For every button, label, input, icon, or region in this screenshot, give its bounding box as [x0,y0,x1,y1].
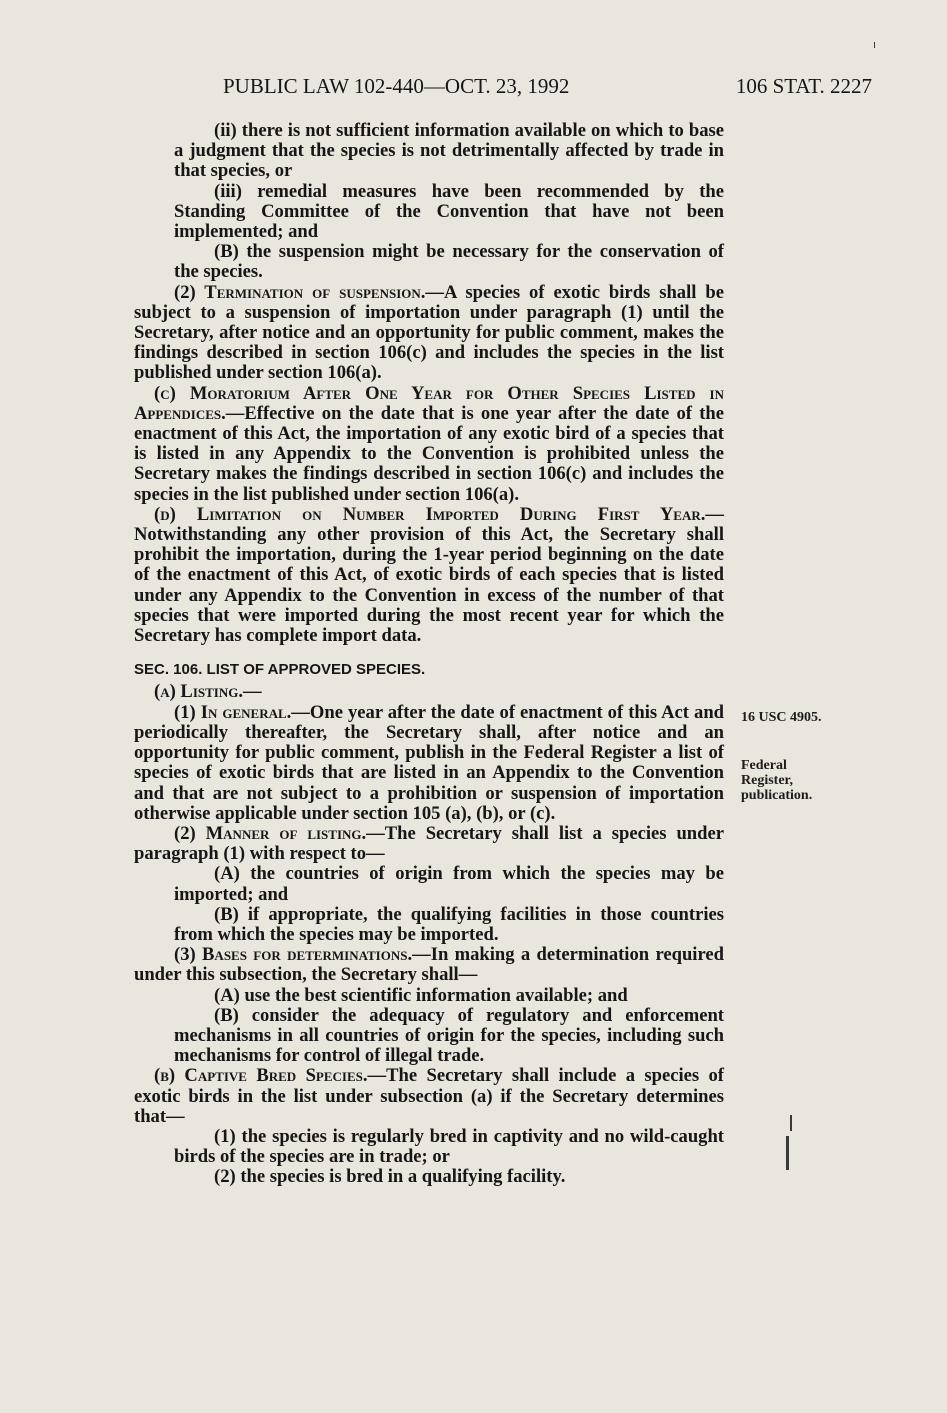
document-body [134,121,724,1188]
scan-mark [790,1115,792,1131]
paragraph-listing: (a) Listing.— [154,681,262,703]
bases-text: —In making a determination required under this subsection, the Secretary shall— [134,944,724,986]
captive-heading: (b) Captive Bred Species. [154,1065,368,1087]
margin-note-usc: 16 USC 4905. [741,710,822,725]
paragraph-manner-a: (A) the countries of origin from which the species may be imported; and [174,863,724,905]
header-stat-page: 106 STAT. 2227 [735,74,872,98]
page-header [130,74,872,106]
in-general-heading: (1) In general. [174,701,292,723]
paragraph-moratorium [134,384,724,505]
bases-heading: (3) Bases for determinations. [174,944,413,966]
paragraph-bases-b: (B) consider the adequacy of regulatory and enforcement mechanisms in all countries of origin for the species, including such mechanisms for control of illegal trade. [174,1004,724,1067]
paragraph-ii: (ii) there is not sufficient information available on which to base a judgment that the species is not detrimentally affected by trade in that species, or [174,120,724,182]
scan-mark-3 [874,42,875,48]
paragraph-b [134,242,724,282]
moratorium-text: —Effective on the date that is one year after the date of the enactment of this Act, the importation of any exotic bird of a species that is listed in any Appendix to the Convention is prohibited unless the Secretary makes the findings described in section 106(c) and includes the species in the list published under section 106(a). [134,402,724,505]
paragraph-captive-2: (2) the species is bred in a qualifying facility. [214,1166,566,1188]
scan-mark-2 [786,1136,789,1170]
termination-text: —A species of exotic birds shall be subject to a suspension of importation under paragraph (1) until the Secretary, after notice and an opportunity for public comment, makes the findings described in section 106(c) and includes the species in the list published under section 106(a). [134,281,724,384]
manner-text: —The Secretary shall list a species under paragraph (1) with respect to— [134,822,724,865]
captive-text: —The Secretary shall include a species of exotic birds in the list under subsection (a) if the Secretary determines that— [134,1065,724,1127]
margin-note-line-3: publication. [741,788,813,803]
manner-heading: (2) Manner of listing. [174,822,367,844]
margin-note-line-1: Federal [741,758,787,773]
paragraph-b-text: (B) the suspension might be necessary for the conservation of the species. [174,241,724,283]
paragraph-manner-b: (B) if appropriate, the qualifying facilities in those countries from which the species may be imported. [174,903,724,945]
paragraph-bases [134,945,724,985]
limitation-text: —Notwithstanding any other provision of this Act, the Secretary shall prohibit the importation, during the 1-year period beginning on the date of the enactment of this Act, of exotic birds of each species that is listed under any Appendix to the Convention in excess of the number of that species that were imported during the most recent year for which the Secretary has complete import data. [134,503,724,647]
paragraph-bases-a: (A) use the best scientific information available; and [214,984,628,1006]
paragraph-in-general [134,703,724,824]
moratorium-heading: (c) Moratorium After One Year for Other Species Listed in Appendices. [134,382,724,424]
header-law-title: PUBLIC LAW 102-440—OCT. 23, 1992 [223,74,570,98]
paragraph-termination [134,283,724,384]
limitation-heading: (d) Limitation on Number Imported During First Year. [154,503,706,525]
paragraph-captive [134,1066,724,1127]
paragraph-limitation [134,505,724,646]
margin-note-line-2: Register, [741,773,793,788]
paragraph-iii: (iii) remedial measures have been recommended by the Standing Committee of the Convention that have not been implemented; and [174,180,724,243]
margin-note-federal-register [741,758,812,803]
paragraph-captive-1: (1) the species is regularly bred in captivity and no wild-caught birds of the species are in trade; or [174,1125,724,1168]
in-general-text: —One year after the date of enactment of this Act and periodically thereafter, the Secretary shall, after notice and an opportunity for public comment, publish in the Federal Register a list of species of exotic birds that are listed in an Appendix to the Convention and that are not subject to a prohibition or suspension of importation otherwise applicable under section 105 (a), (b), or (c). [134,701,724,824]
paragraph-manner [134,824,724,864]
termination-heading: (2) Termination of suspension. [174,281,426,303]
section-heading: SEC. 106. LIST OF APPROVED SPECIES. [134,661,426,679]
